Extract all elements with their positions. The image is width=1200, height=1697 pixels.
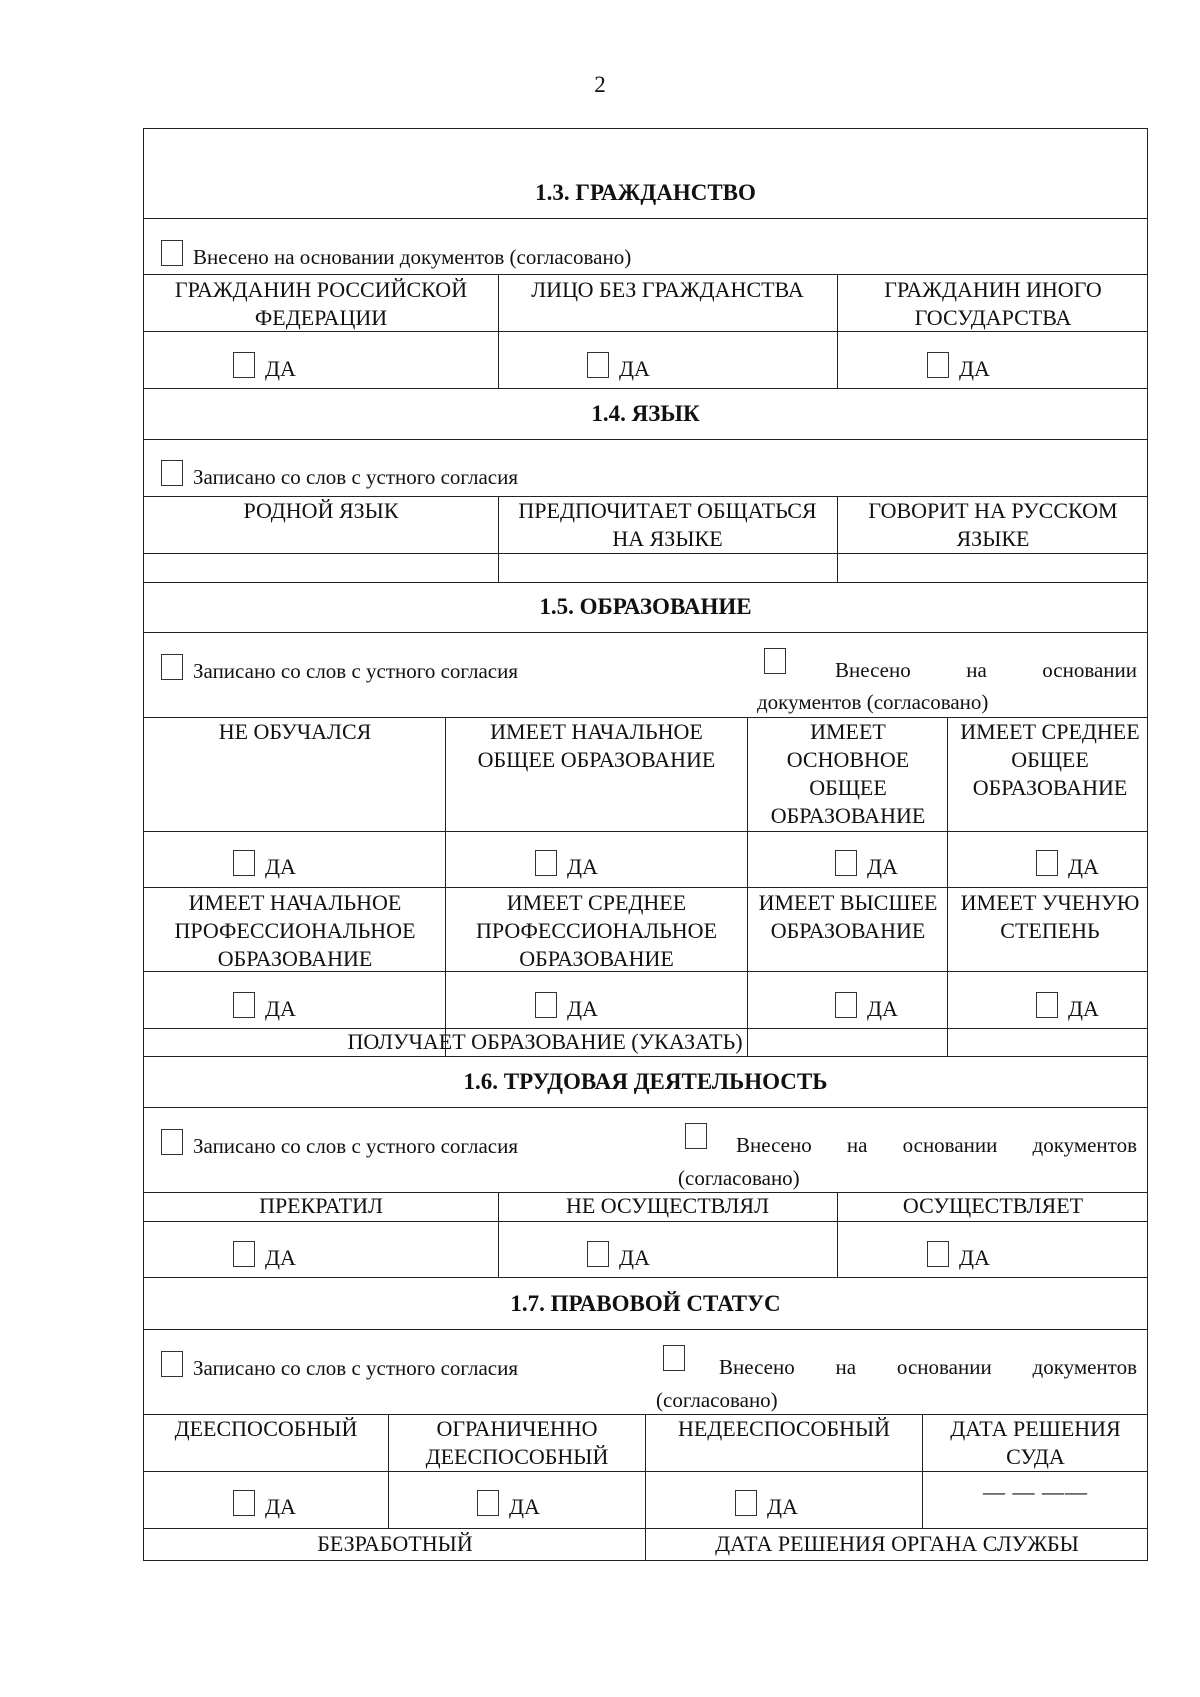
divider xyxy=(143,1277,1148,1278)
docs-note-line1: Внесено на основании xyxy=(835,658,1137,682)
col-primary-general: ИМЕЕТ НАЧАЛЬНОЕ ОБЩЕЕ ОБРАЗОВАНИЕ xyxy=(477,719,716,772)
docs-checkbox-wrap xyxy=(764,648,796,678)
checkbox[interactable] xyxy=(233,850,255,876)
section-title-language: 1.4. ЯЗЫК xyxy=(591,401,700,426)
docs-checkbox[interactable] xyxy=(764,648,786,674)
divider xyxy=(143,1107,1148,1108)
col-native-language: РОДНОЙ ЯЗЫК xyxy=(243,498,399,523)
checkbox[interactable] xyxy=(1036,992,1058,1018)
docs-note-line1: Внесено на основании документов xyxy=(736,1133,1137,1157)
checkbox[interactable] xyxy=(477,1490,499,1516)
docs-note-line2: документов (согласовано) xyxy=(757,690,989,714)
yes-secondary-general: ДА xyxy=(1036,850,1099,880)
checkbox[interactable] xyxy=(927,1241,949,1267)
yes-never-worked: ДА xyxy=(587,1241,650,1271)
preferred-language-input[interactable] xyxy=(500,555,836,581)
col-russian-citizen: ГРАЖДАНИН РОССИЙСКОЙ ФЕДЕРАЦИИ xyxy=(174,277,468,330)
docs-checkbox[interactable] xyxy=(685,1123,707,1149)
col-working: ОСУЩЕСТВЛЯЕТ xyxy=(902,1193,1084,1218)
docs-checkbox[interactable] xyxy=(663,1345,685,1371)
unemployed-label: БЕЗРАБОТНЫЙ xyxy=(317,1531,473,1556)
col-speaks-russian: ГОВОРИТ НА РУССКОМ ЯЗЫКЕ xyxy=(868,498,1118,551)
yes-capable: ДА xyxy=(233,1490,296,1520)
receiving-education-label: ПОЛУЧАЕТ ОБРАЗОВАНИЕ (УКАЗАТЬ) xyxy=(347,1029,743,1054)
docs-checkbox[interactable] xyxy=(161,240,183,266)
col-divider xyxy=(498,1192,499,1277)
col-academic-degree: ИМЕЕТ УЧЕНУЮ СТЕПЕНЬ xyxy=(960,890,1140,943)
oral-note xyxy=(161,460,518,490)
col-never-worked: НЕ ОСУЩЕСТВЛЯЛ xyxy=(565,1193,770,1218)
docs-checkbox-wrap xyxy=(663,1345,695,1375)
divider xyxy=(143,1528,1148,1529)
divider xyxy=(143,331,1148,332)
yes-stateless: ДА xyxy=(587,352,650,382)
yes-higher-education: ДА xyxy=(835,992,898,1022)
col-no-education: НЕ ОБУЧАЛСЯ xyxy=(218,719,372,744)
col-preferred-language: ПРЕДПОЧИТАЕТ ОБЩАТЬСЯ НА ЯЗЫКЕ xyxy=(518,498,817,551)
section-title-education: 1.5. ОБРАЗОВАНИЕ xyxy=(539,594,752,619)
oral-checkbox[interactable] xyxy=(161,1351,183,1377)
yes-basic-general: ДА xyxy=(835,850,898,880)
divider xyxy=(143,388,1148,389)
oral-note xyxy=(161,1129,518,1159)
oral-note xyxy=(161,1351,518,1381)
yes-no-education: ДА xyxy=(233,850,296,880)
yes-primary-vocational: ДА xyxy=(233,992,296,1022)
checkbox[interactable] xyxy=(233,352,255,378)
divider xyxy=(143,971,1148,972)
form-frame xyxy=(143,128,1148,1561)
yes-limited-capacity: ДА xyxy=(477,1490,540,1520)
native-language-input[interactable] xyxy=(145,555,496,581)
oral-note-label: Записано со слов с устного согласия xyxy=(193,1134,518,1158)
col-stopped: ПРЕКРАТИЛ xyxy=(259,1193,383,1218)
docs-note xyxy=(161,240,631,270)
col-incapable: НЕДЕЕСПОСОБНЫЙ xyxy=(677,1416,891,1441)
page-number: 2 xyxy=(594,72,606,97)
section-title-citizenship: 1.3. ГРАЖДАНСТВО xyxy=(535,180,756,205)
docs-checkbox-wrap xyxy=(685,1123,717,1153)
oral-checkbox[interactable] xyxy=(161,460,183,486)
checkbox[interactable] xyxy=(233,992,255,1018)
docs-note-line1: Внесено на основании документов xyxy=(719,1355,1137,1379)
divider xyxy=(143,1329,1148,1330)
checkbox[interactable] xyxy=(1036,850,1058,876)
divider xyxy=(143,632,1148,633)
divider xyxy=(143,1056,1148,1057)
section-title-legal-status: 1.7. ПРАВОВОЙ СТАТУС xyxy=(510,1291,781,1316)
receiving-education-input[interactable] xyxy=(949,1030,1146,1055)
yes-incapable: ДА xyxy=(735,1490,798,1520)
court-date-field[interactable]: — — —— xyxy=(983,1479,1088,1504)
checkbox[interactable] xyxy=(587,1241,609,1267)
yes-stopped: ДА xyxy=(233,1241,296,1271)
oral-note-label: Записано со слов с устного согласия xyxy=(193,659,518,683)
docs-note-line2: (согласовано) xyxy=(678,1166,800,1190)
yes-working: ДА xyxy=(927,1241,990,1271)
checkbox[interactable] xyxy=(233,1490,255,1516)
yes-foreign-citizen: ДА xyxy=(927,352,990,382)
col-divider xyxy=(498,496,499,582)
col-capable: ДЕЕСПОСОБНЫЙ xyxy=(174,1416,358,1441)
checkbox[interactable] xyxy=(735,1490,757,1516)
oral-note-label: Записано со слов с устного согласия xyxy=(193,1356,518,1380)
col-divider xyxy=(837,1192,838,1277)
checkbox[interactable] xyxy=(535,850,557,876)
docs-note-line2: (согласовано) xyxy=(656,1388,778,1412)
yes-academic-degree: ДА xyxy=(1036,992,1099,1022)
col-secondary-vocational: ИМЕЕТ СРЕДНЕЕ ПРОФЕССИОНАЛЬНОЕ ОБРАЗОВАНИЕ xyxy=(475,890,718,971)
yes-secondary-vocational: ДА xyxy=(535,992,598,1022)
oral-note xyxy=(161,654,518,684)
checkbox[interactable] xyxy=(587,352,609,378)
service-decision-date-label: ДАТА РЕШЕНИЯ ОРГАНА СЛУЖБЫ xyxy=(715,1531,1079,1556)
col-limited-capacity: ОГРАНИЧЕННО ДЕЕСПОСОБНЫЙ xyxy=(425,1416,609,1469)
col-primary-vocational: ИМЕЕТ НАЧАЛЬНОЕ ПРОФЕССИОНАЛЬНОЕ ОБРАЗОВАНИЕ xyxy=(174,890,416,971)
divider xyxy=(143,1471,1148,1472)
col-court-decision-date: ДАТА РЕШЕНИЯ СУДА xyxy=(950,1416,1121,1469)
col-divider xyxy=(645,1414,646,1561)
col-divider xyxy=(837,496,838,582)
divider xyxy=(143,218,1148,219)
checkbox[interactable] xyxy=(535,992,557,1018)
oral-note-label: Записано со слов с устного согласия xyxy=(193,465,518,489)
speaks-russian-input[interactable] xyxy=(839,555,1146,581)
col-basic-general: ИМЕЕТ ОСНОВНОЕ ОБЩЕЕ ОБРАЗОВАНИЕ xyxy=(770,719,926,828)
checkbox[interactable] xyxy=(233,1241,255,1267)
col-stateless: ЛИЦО БЕЗ ГРАЖДАНСТВА xyxy=(531,277,804,302)
divider xyxy=(143,582,1148,583)
yes-russian-citizen: ДА xyxy=(233,352,296,382)
col-secondary-general: ИМЕЕТ СРЕДНЕЕ ОБЩЕЕ ОБРАЗОВАНИЕ xyxy=(960,719,1140,800)
divider xyxy=(143,1221,1148,1222)
divider xyxy=(143,274,1148,275)
oral-checkbox[interactable] xyxy=(161,1129,183,1155)
col-foreign-citizen: ГРАЖДАНИН ИНОГО ГОСУДАРСТВА xyxy=(884,277,1102,330)
divider xyxy=(143,831,1148,832)
col-higher-education: ИМЕЕТ ВЫСШЕЕ ОБРАЗОВАНИЕ xyxy=(758,890,938,943)
oral-checkbox[interactable] xyxy=(161,654,183,680)
divider xyxy=(143,887,1148,888)
divider xyxy=(143,439,1148,440)
docs-note-label: Внесено на основании документов (согласовано) xyxy=(193,245,632,269)
checkbox[interactable] xyxy=(835,850,857,876)
checkbox[interactable] xyxy=(835,992,857,1018)
divider xyxy=(143,553,1148,554)
yes-primary-general: ДА xyxy=(535,850,598,880)
section-title-employment: 1.6. ТРУДОВАЯ ДЕЯТЕЛЬНОСТЬ xyxy=(463,1069,828,1094)
checkbox[interactable] xyxy=(927,352,949,378)
